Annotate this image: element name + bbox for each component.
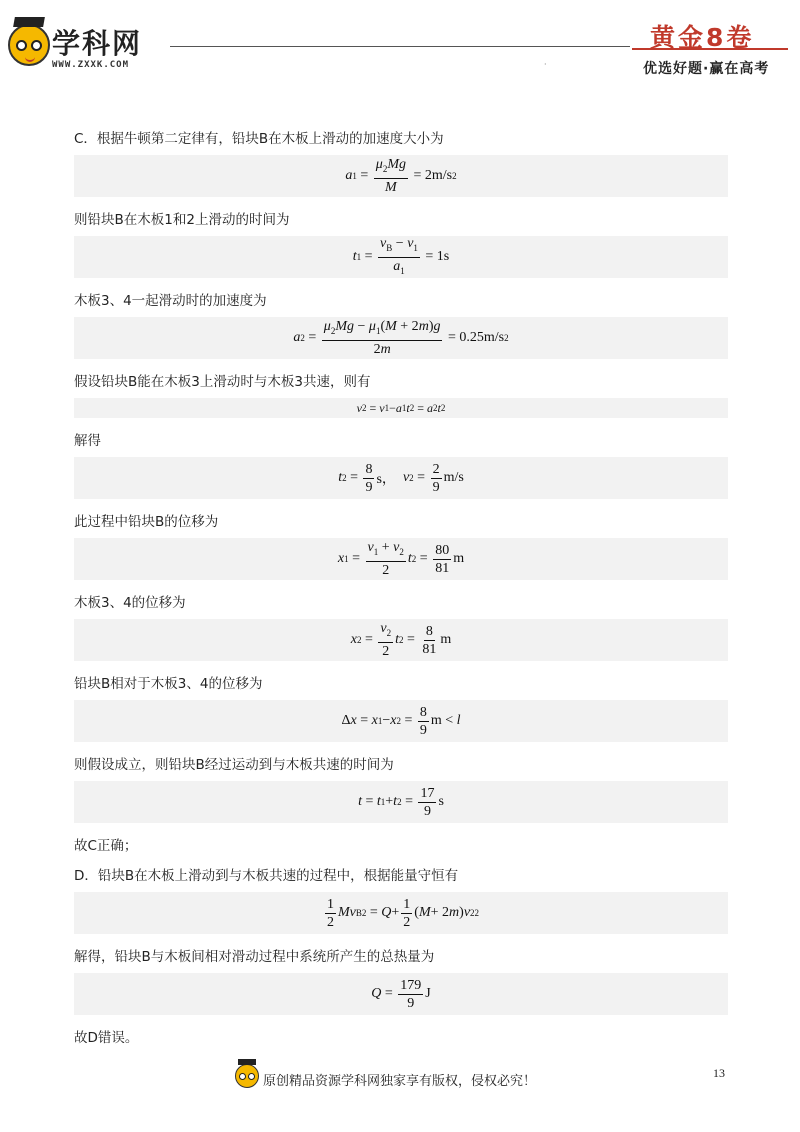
equation-energy: $\frac{1}{2}$ Mv B 2 = Q + $\frac{1}{2}$ ( M + 2 m ) v 2 2 xyxy=(74,892,728,934)
footer-mascot-icon xyxy=(235,1064,259,1088)
header-dot: · xyxy=(544,60,547,69)
paragraph-boards-3-4-acceleration: 木板3、4一起滑动时的加速度为 xyxy=(74,293,267,309)
paragraph-relative-displacement: 铅块B相对于木板3、4的位移为 xyxy=(74,676,263,692)
paragraph-time-boards-1-2: 则铅块B在木板1和2上滑动的时间为 xyxy=(74,212,290,228)
equation-total-time: t = t 1 + t 2 = $\frac{17}{9}$ s xyxy=(74,781,728,823)
paragraph-c-intro: C．根据牛顿第二定律有，铅块B在木板上滑动的加速度大小为 xyxy=(74,131,444,147)
brand-title: 黄金8卷 xyxy=(650,23,755,52)
equation-x1: x 1 = $\frac{v_1 + v_2}{2}$ t 2 = $\frac{80}{81}$ m xyxy=(74,538,728,580)
equation-x2: x 2 = $\frac{v_2}{2}$ t 2 = $\frac{8}{81}$ m xyxy=(74,619,728,661)
page-footer xyxy=(0,1060,800,1100)
page-number: 13 xyxy=(713,1066,725,1080)
paragraph-c-correct: 故C正确； xyxy=(74,838,138,854)
solution-content xyxy=(74,128,728,1049)
paragraph-d-intro: D．铅块B在木板上滑动到与木板共速的过程中，根据能量守恒有 xyxy=(74,868,459,884)
paragraph-assumption-holds: 则假设成立，则铅块B经过运动到与木板共速的时间为 xyxy=(74,757,394,773)
page-header xyxy=(0,0,800,95)
logo-mascot-icon xyxy=(8,24,50,66)
copyright-notice: 原创精品资源学科网独家享有版权，侵权必究！ xyxy=(263,1074,537,1089)
paragraph-displacement-b: 此过程中铅块B的位移为 xyxy=(74,514,219,530)
equation-t2-v2: t 2 = $\frac{8}{9}$ s， v 2 = $\frac{2}{9}$ m/s xyxy=(74,457,728,499)
paragraph-displacement-boards: 木板3、4的位移为 xyxy=(74,595,186,611)
equation-t1: t 1 = $\frac{v_B - v_1}{a_1}$ = 1s xyxy=(74,236,728,278)
paragraph-d-wrong: 故D错误。 xyxy=(74,1030,139,1046)
paragraph-total-heat: 解得，铅块B与木板间相对滑动过程中系统所产生的总热量为 xyxy=(74,949,435,965)
brand-slogan: 优选好题·赢在高考 xyxy=(643,61,770,77)
equation-q: Q = $\frac{179}{9}$ J xyxy=(74,973,728,1015)
paragraph-assume-common-speed: 假设铅块B能在木板3上滑动时与木板3共速，则有 xyxy=(74,374,371,390)
paragraph-solve: 解得 xyxy=(74,433,101,449)
equation-delta-x: Δ x = x 1 − x 2 = $\frac{8}{9}$ m < l xyxy=(74,700,728,742)
header-divider xyxy=(170,46,630,47)
logo-url: WWW.ZXXK.COM xyxy=(52,60,130,70)
equation-a2: a 2 = $\frac{\mu_2Mg - \mu_1(M + 2m)g}{2m}$ = 0.25m/s 2 xyxy=(74,317,728,359)
equation-a1: a 1 = $\frac{\mu_2Mg}{M}$ = 2m/s 2 xyxy=(74,155,728,197)
equation-v2: v 2 = v 1 − a 1 t 2 = a 2 t 2 xyxy=(74,398,728,418)
logo-text: 学科网 xyxy=(52,27,143,60)
